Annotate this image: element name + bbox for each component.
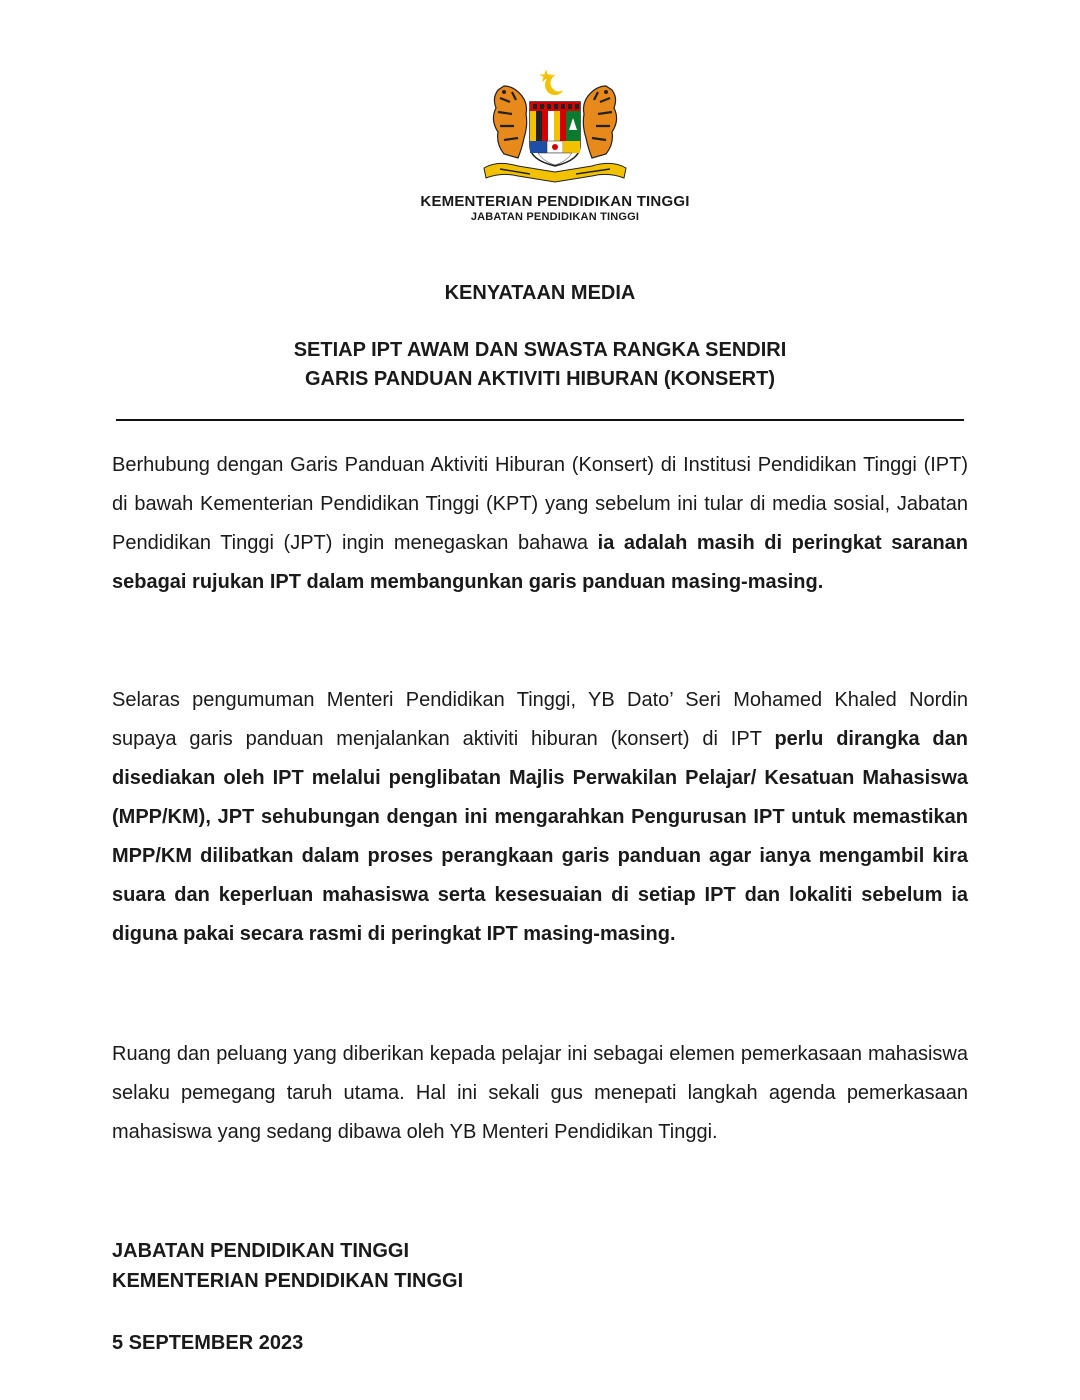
- document-type-heading: KENYATAAN MEDIA: [444, 282, 636, 304]
- department-name: JABATAN PENDIDIKAN TINGGI: [470, 211, 640, 223]
- paragraph-3: [112, 1035, 968, 1152]
- ministry-name: KEMENTERIAN PENDIDIKAN TINGGI: [420, 193, 690, 210]
- signature-line-1: JABATAN PENDIDIKAN TINGGI: [112, 1240, 410, 1262]
- paragraph-3-text: Ruang dan peluang yang diberikan kepada pelajar ini sebagai elemen pemerkasaan mahasiswa selaku pemegang taruh utama. Hal ini sekali gus menepati langkah agenda pemerkasaan mahasiswa yang sedang dibawa oleh YB Menteri Pendidikan Tinggi.: [112, 1043, 968, 1143]
- release-date: 5 SEPTEMBER 2023: [112, 1332, 304, 1354]
- signature-line-2: KEMENTERIAN PENDIDIKAN TINGGI: [112, 1270, 464, 1292]
- title-divider: [116, 419, 964, 421]
- paragraph-1-emphasis: ia adalah masih di peringkat saranan sebagai rujukan IPT dalam membangunkan garis panduan masing-masing.: [112, 532, 968, 593]
- title-line-1: SETIAP IPT AWAM DAN SWASTA RANGKA SENDIRI: [293, 339, 787, 361]
- paragraph-1: [112, 446, 968, 602]
- malaysia-coat-of-arms-icon: [478, 68, 632, 186]
- paragraph-2-emphasis: perlu dirangka dan disediakan oleh IPT melalui penglibatan Majlis Perwakilan Pelajar/ Kesatuan Mahasiswa (MPP/KM), JPT sehubungan dengan ini mengarahkan Pengurusan IPT untuk memastikan MPP/KM dilibatkan dalam proses perangkaan garis panduan agar ianya mengambil kira suara dan keperluan mahasiswa serta kesesuaian di setiap IPT dan lokaliti sebelum ia diguna pakai secara rasmi di peringkat IPT masing-masing.: [112, 728, 968, 945]
- paragraph-2-text: Selaras pengumuman Menteri Pendidikan Tinggi, YB Dato’ Seri Mohamed Khaled Nordin supaya garis panduan menjalankan aktiviti hiburan (konsert) di IPT: [112, 689, 968, 750]
- paragraph-2: [112, 681, 968, 954]
- title-line-2: GARIS PANDUAN AKTIVITI HIBURAN (KONSERT): [305, 368, 775, 390]
- paragraph-1-text: Berhubung dengan Garis Panduan Aktiviti Hiburan (Konsert) di Institusi Pendidikan Tinggi (IPT) di bawah Kementerian Pendidikan Tinggi (KPT) yang sebelum ini tular di media sosial, Jabatan Pendidikan Tinggi (JPT) ingin menegaskan bahawa: [112, 454, 968, 554]
